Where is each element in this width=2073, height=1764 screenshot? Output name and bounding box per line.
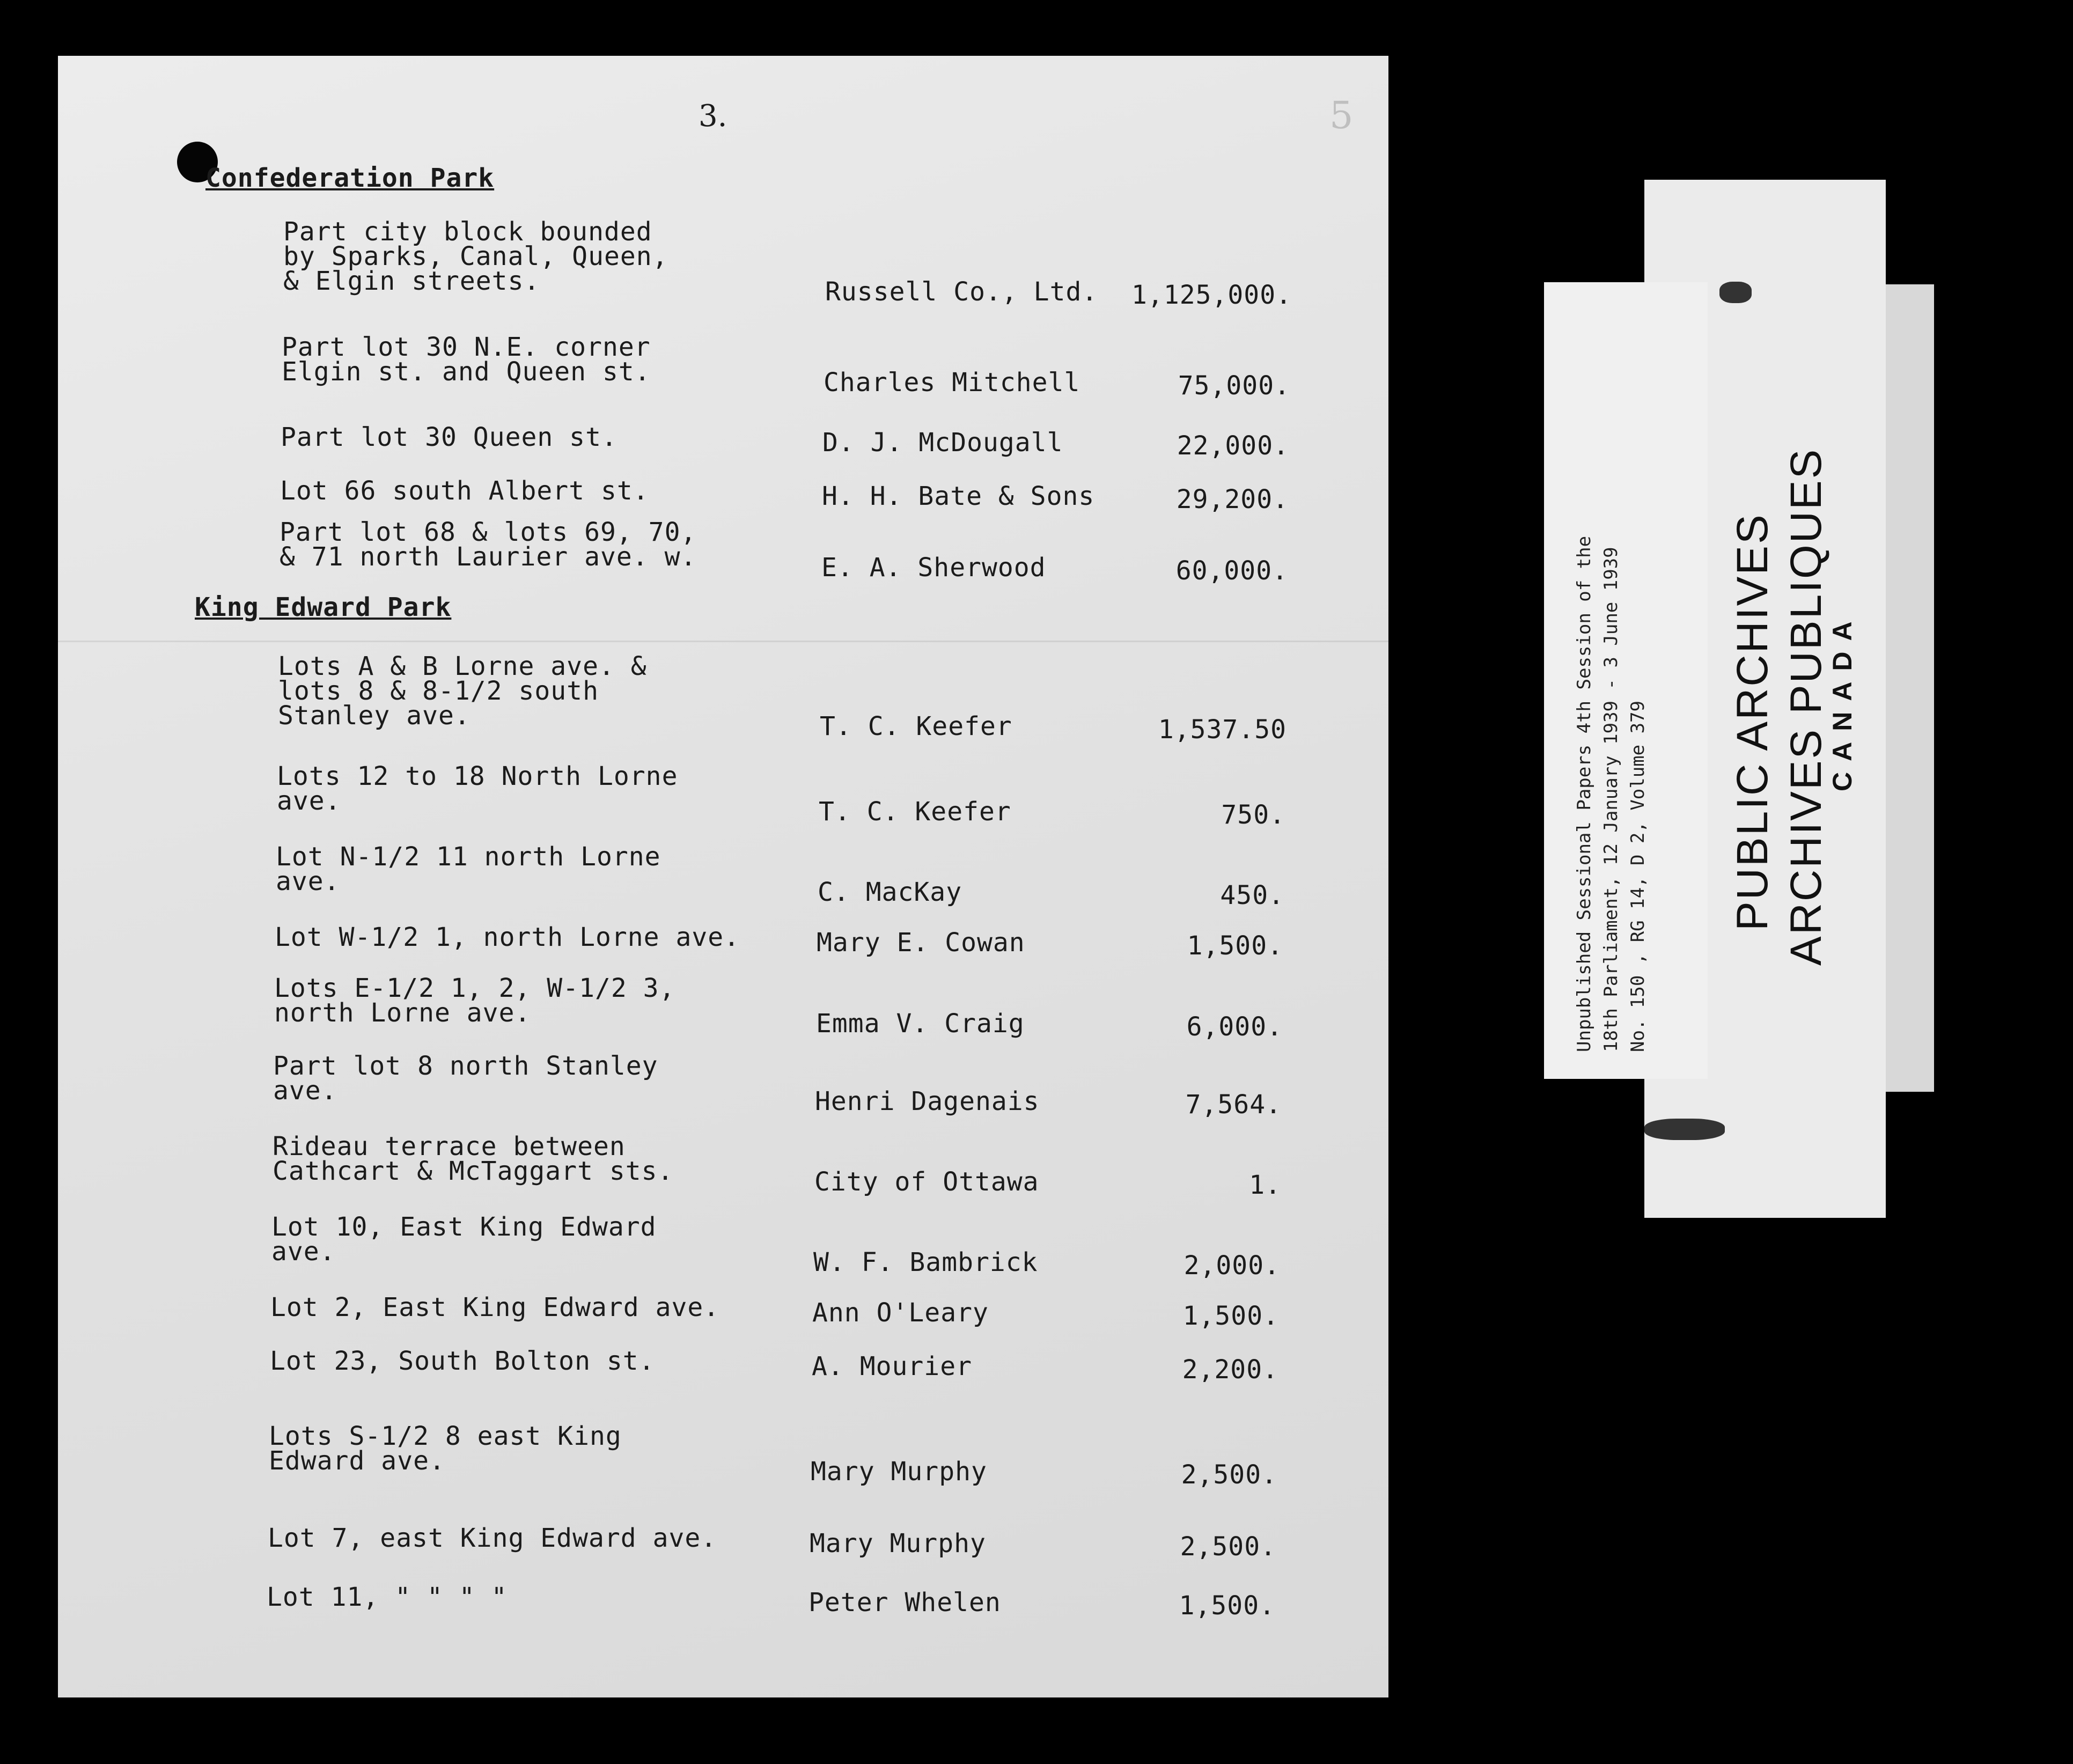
amount: 2,500. <box>1181 1460 1277 1490</box>
owner-name: W. F. Bambrick <box>813 1247 1038 1277</box>
corner-mark: 5 <box>1329 93 1354 137</box>
owner-name: C. MacKay <box>818 877 962 907</box>
archive-slip-line2: 18th Parliament, 12 January 1939 - 3 June 1939 <box>1600 547 1622 1052</box>
amount: 60,000. <box>1175 556 1288 586</box>
property-description-line: Lots 12 to 18 North Lorne <box>277 761 678 791</box>
owner-name: Henri Dagenais <box>815 1086 1040 1116</box>
property-description-line: Lot 23, South Bolton st. <box>270 1346 655 1376</box>
amount: 1,125,000. <box>1131 280 1292 310</box>
fold-line <box>58 641 1388 642</box>
amount: 2,000. <box>1183 1251 1280 1281</box>
owner-name: A. Mourier <box>812 1351 972 1381</box>
property-description-line: ave. <box>273 1076 337 1106</box>
property-description-line: ave. <box>271 1237 336 1267</box>
amount: 29,200. <box>1176 484 1289 514</box>
owner-name: Russell Co., Ltd. <box>825 277 1098 307</box>
amount: 1,500. <box>1182 1301 1279 1331</box>
archive-tab-edge <box>1886 284 1934 1092</box>
amount: 1,500. <box>1187 931 1283 961</box>
property-description-line: Lots S-1/2 8 east King <box>269 1421 622 1451</box>
smudge-mark <box>1644 1119 1725 1140</box>
property-description-line: Lots A & B Lorne ave. & <box>278 651 647 681</box>
page-number: 3. <box>699 99 727 134</box>
property-description-line: Stanley ave. <box>278 701 471 731</box>
section-heading: Confederation Park <box>205 163 495 193</box>
owner-name: T. C. Keefer <box>819 797 1011 827</box>
property-description-line: Lots E-1/2 1, 2, W-1/2 3, <box>274 973 675 1003</box>
owner-name: Peter Whelen <box>808 1587 1001 1618</box>
property-description-line: Lot 7, east King Edward ave. <box>268 1523 717 1553</box>
property-description-line: Lot 10, East King Edward <box>271 1212 657 1242</box>
property-description-line: Part lot 30 N.E. corner <box>282 332 651 362</box>
amount: 7,564. <box>1185 1090 1282 1120</box>
owner-name: City of Ottawa <box>814 1167 1039 1197</box>
property-description-line: Elgin st. and Queen st. <box>282 357 651 387</box>
section-heading: King Edward Park <box>195 592 452 622</box>
owner-name: Emma V. Craig <box>816 1009 1025 1039</box>
owner-name: D. J. McDougall <box>822 428 1063 458</box>
owner-name: E. A. Sherwood <box>821 553 1046 583</box>
amount: 1,500. <box>1179 1591 1275 1621</box>
property-description-line: Lot W-1/2 1, north Lorne ave. <box>275 922 740 952</box>
amount: 2,200. <box>1182 1355 1278 1385</box>
amount: 1,537.50 <box>1158 715 1287 745</box>
owner-name: Mary Murphy <box>811 1457 987 1487</box>
property-description-line: Lot N-1/2 11 north Lorne <box>276 842 661 872</box>
property-description-line: Lot 66 south Albert st. <box>280 476 649 506</box>
amount: 75,000. <box>1178 371 1290 401</box>
property-description-line: Lot 11, " " " " <box>267 1582 508 1612</box>
property-description-line: by Sparks, Canal, Queen, <box>283 241 668 271</box>
archive-slip-line3: No. 150 , RG 14, D 2, Volume 379 <box>1627 700 1649 1052</box>
property-description-line: Edward ave. <box>269 1446 445 1476</box>
amount: 22,000. <box>1177 431 1289 461</box>
property-description-line: Part lot 30 Queen st. <box>281 422 618 452</box>
owner-name: H. H. Bate & Sons <box>822 481 1095 511</box>
owner-name: Charles Mitchell <box>824 367 1080 398</box>
archive-tab-line2: ARCHIVES PUBLIQUES <box>1782 447 1831 966</box>
property-description-line: Part city block bounded <box>283 217 652 247</box>
property-description-line: Part lot 68 & lots 69, 70, <box>280 517 697 547</box>
property-description-line: ave. <box>277 786 341 816</box>
property-description-line: Part lot 8 north Stanley <box>273 1051 658 1081</box>
property-description-line: & Elgin streets. <box>283 266 540 296</box>
property-description-line: Lot 2, East King Edward ave. <box>270 1292 720 1322</box>
property-description-line: & 71 north Laurier ave. w. <box>280 542 697 572</box>
property-description-line: north Lorne ave. <box>274 998 531 1028</box>
property-description-line: Rideau terrace between <box>273 1131 626 1162</box>
amount: 2,500. <box>1180 1532 1276 1562</box>
amount: 750. <box>1221 800 1285 830</box>
owner-name: Mary Murphy <box>810 1528 986 1559</box>
amount: 1. <box>1249 1170 1281 1200</box>
archive-slip <box>1544 282 1708 1079</box>
property-description-line: lots 8 & 8-1/2 south <box>278 676 599 706</box>
owner-name: Mary E. Cowan <box>817 928 1025 958</box>
amount: 6,000. <box>1186 1012 1283 1042</box>
property-description-line: ave. <box>276 866 340 896</box>
archive-slip-line1: Unpublished Sessional Papers 4th Session of the <box>1574 535 1595 1052</box>
archive-tab-line1: PUBLIC ARCHIVES <box>1728 513 1777 931</box>
document-page <box>58 56 1388 1697</box>
archive-tab-line3: CANADA <box>1827 611 1857 791</box>
owner-name: Ann O'Leary <box>812 1298 989 1328</box>
property-description-line: Cathcart & McTaggart sts. <box>273 1156 674 1186</box>
smudge-mark <box>1719 282 1752 303</box>
owner-name: T. C. Keefer <box>820 711 1012 741</box>
amount: 450. <box>1220 880 1284 910</box>
